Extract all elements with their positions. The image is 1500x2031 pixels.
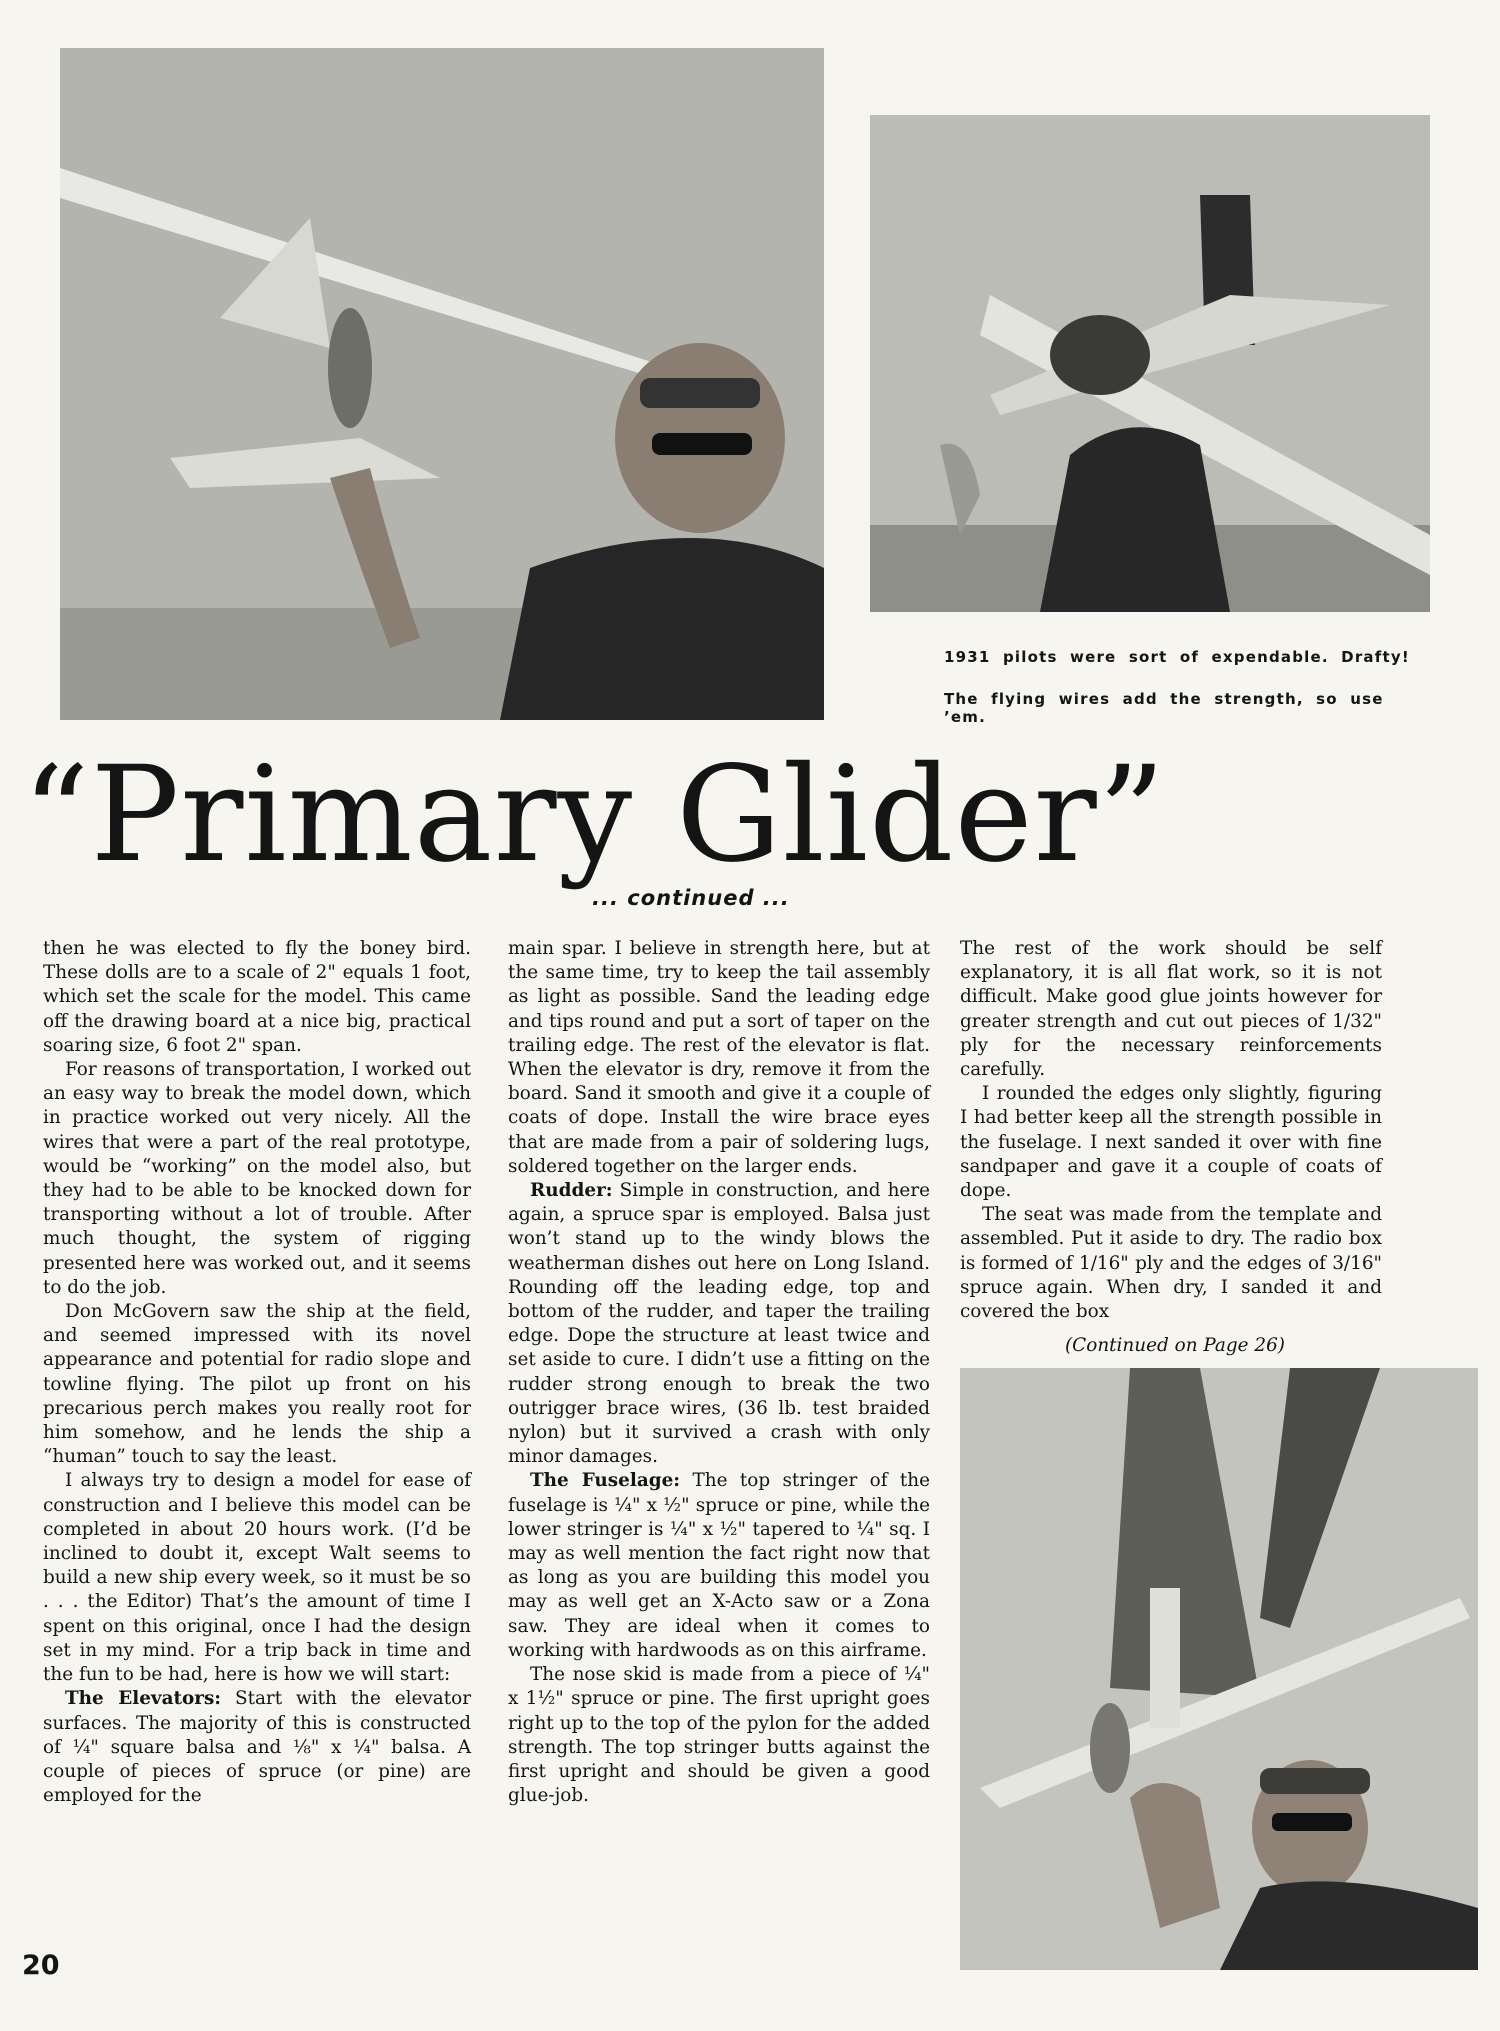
glider-photo-3 [960, 1368, 1478, 1970]
paragraph-elevators [43, 1687, 471, 1808]
glider-photo-2 [870, 115, 1430, 612]
section-heading-rudder: Rudder: [530, 1180, 613, 1202]
glider-photo-3-image [960, 1368, 1478, 1970]
paragraph-text: Start with the elevator surfaces. The majority of this is constructed of ¼" square balsa and ⅛" x ¼" balsa. A couple of pieces of spruce (or pine) are employed for the [43, 1688, 471, 1807]
section-heading-fuselage: The Fuselage: [530, 1470, 681, 1492]
paragraph: I always try to design a model for ease of construction and I believe this model can be completed in about 20 hours work. (I’d be inclined to doubt it, except Walt seems to build a new ship every week, so it must be so . . . the Editor) That’s the amount of time I spent on this original, once I had the design set in my mind. For a trip back in time and the fun to be had, here is how we will start: [43, 1470, 471, 1686]
photo-caption-1: 1931 pilots were sort of expendable. Drafty! [944, 648, 1410, 666]
article-title: “Primary Glider” [22, 738, 1167, 892]
paragraph: For reasons of transportation, I worked out an easy way to break the model down, which in practice worked out very nicely. All the wires that were a part of the real prototype, would be “working” on the model also, but they had to be able to be knocked down for transporting without a lot of trouble. After much thought, the system of rigging presented here was worked out, and it seems to do the job. [43, 1059, 471, 1298]
paragraph: The seat was made from the template and assembled. Put it aside to dry. The radio box is formed of 1/16" ply and the edges of 3/16" spruce again. When dry, I sanded it and covered the box [960, 1204, 1382, 1323]
glider-photo-2-image [870, 115, 1430, 612]
paragraph: The rest of the work should be self explanatory, it is all flat work, so it is not difficult. Make good glue joints however for greater strength and cut out pieces of 1/32" ply for the necessary reinforcements carefully. [960, 938, 1382, 1081]
paragraph-text: The top stringer of the fuselage is ¼" x ½" spruce or pine, while the lower stringer is ¼" x ½" tapered to ¼" sq. I may as well mention the fact right now that as long as you are building this model you may as well get an X-Acto saw or a Zona saw. They are ideal when it comes to working with hardwoods as on this airframe. [508, 1470, 931, 1661]
paragraph-fuselage [508, 1469, 930, 1663]
paragraph: I rounded the edges only slightly, figuring I had better keep all the strength possible in the fuselage. I next sanded it over with fine sandpaper and gave it a couple of coats of dope. [960, 1083, 1382, 1202]
paragraph: The nose skid is made from a piece of ¼" x 1½" spruce or pine. The first upright goes right up to the top of the pylon for the added strength. The top stringer butts against the first upright and should be given a good glue-job. [508, 1664, 930, 1807]
text-column-1 [43, 937, 471, 1808]
paragraph-text: Simple in construction, and here again, a spruce spar is employed. Balsa just won’t stand up to the windy blows the weatherman dishes out here on Long Island. Rounding off the leading edge, top and bottom of the rudder, and taper the trailing edge. Dope the structure at least twice and set aside to cure. I didn’t use a fitting on the rudder strong enough to break the two outrigger brace wires, (36 lb. test braided nylon) but it survived a crash with only minor damages. [508, 1180, 930, 1468]
glider-photo-1 [60, 48, 824, 720]
section-heading-elevators: The Elevators: [65, 1688, 222, 1710]
continued-label: ... continued ... [592, 886, 790, 910]
paragraph: then he was elected to fly the boney bird. These dolls are to a scale of 2" equals 1 foot, which set the scale for the model. This came off the drawing board at a nice big, practical soaring size, 6 foot 2" span. [43, 938, 471, 1056]
continued-on-page-note: (Continued on Page 26) [1065, 1335, 1285, 1356]
paragraph: Don McGovern saw the ship at the field, and seemed impressed with its novel appearance and potential for radio slope and towline flying. The pilot up front on his precarious perch makes you really root for him somehow, and he lends the ship a “human” touch to say the least. [43, 1301, 471, 1468]
text-column-3 [960, 937, 1382, 1324]
paragraph: main spar. I believe in strength here, but at the same time, try to keep the tail assembly as light as possible. Sand the leading edge and tips round and put a sort of taper on the trailing edge. The rest of the elevator is flat. When the elevator is dry, remove it from the board. Sand it smooth and give it a couple of coats of dope. Install the wire brace eyes that are made from a pair of soldering lugs, soldered together on the larger ends. [508, 938, 930, 1177]
photo-caption-2: The flying wires add the strength, so use ’em. [944, 690, 1384, 726]
glider-photo-1-image [60, 48, 824, 720]
page-number: 20 [22, 1950, 60, 1981]
paragraph-rudder [508, 1179, 930, 1469]
text-column-2 [508, 937, 930, 1808]
